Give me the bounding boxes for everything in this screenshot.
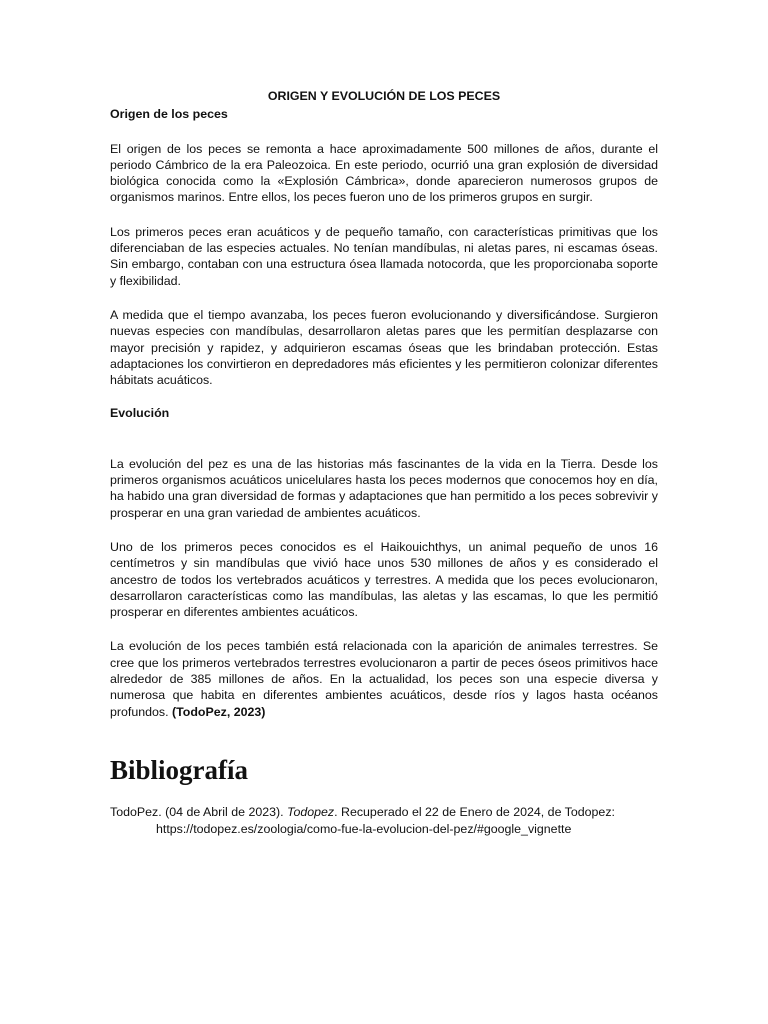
bibliography-prefix: TodoPez. (04 de Abril de 2023). [110, 805, 288, 819]
paragraph-origen-3: A medida que el tiempo avanzaba, los peces fueron evolucionando y diversificándose. Surgieron nuevas especies con mandíbulas, desarrollaron aletas pares que les permitían desplazarse con mayor precisión y rapidez, y adquirieron escamas óseas que les brindaban protección. Estas adaptaciones los convirtieron en depredadores más eficientes y les permitieron colonizar diferentes hábitats acuáticos. [110, 307, 658, 388]
document-title: ORIGEN Y EVOLUCIÓN DE LOS PECES [267, 89, 501, 103]
bibliography-suffix: . Recuperado el 22 de Enero de 2024, de Todopez: [334, 805, 615, 819]
section-heading-evolucion: Evolución [110, 406, 170, 421]
paragraph-evolucion-3 [110, 638, 658, 719]
paragraph-evolucion-3-text: La evolución de los peces también está relacionada con la aparición de animales terrestres. Se cree que los primeros vertebrados terrestres evolucionaron a partir de peces óseos primitivos hace alrededor de 385 millones de años. En la actualidad, los peces son una especie diversa y numerosa que habita en diferentes ambientes acuáticos, desde ríos y lagos hasta océanos profundos. [110, 639, 658, 719]
section-heading-origen: Origen de los peces [110, 107, 228, 122]
bibliography-entry [110, 804, 670, 838]
bibliography-entry-line-1 [110, 804, 670, 821]
paragraph-origen-2: Los primeros peces eran acuáticos y de pequeño tamaño, con características primitivas que los diferenciaban de las especies actuales. No tenían mandíbulas, ni aletas pares, ni escamas óseas. Sin embargo, contaban con una estructura ósea llamada notocorda, que les proporcionaba soporte y flexibilidad. [110, 224, 658, 288]
document-body [110, 88, 658, 720]
paragraph-origen-1: El origen de los peces se remonta a hace aproximadamente 500 millones de años, durante el periodo Cámbrico de la era Paleozoica. En este periodo, ocurrió una gran explosión de diversidad biológica conocida como la «Explosión Cámbrica», donde aparecieron numerosos grupos de organismos marinos. Entre ellos, los peces fueron uno de los primeros grupos en surgir. [110, 141, 658, 205]
paragraph-evolucion-1: La evolución del pez es una de las historias más fascinantes de la vida en la Tierra. Desde los primeros organismos acuáticos unicelulares hasta los peces modernos que conocemos hoy en día, ha habido una gran diversidad de formas y adaptaciones que han permitido a los peces sobrevivir y prosperar en una gran variedad de ambientes acuáticos. [110, 456, 658, 520]
bibliography-title: Todopez [287, 805, 335, 819]
inline-citation: (TodoPez, 2023) [172, 704, 266, 719]
bibliography-url: https://todopez.es/zoologia/como-fue-la-evolucion-del-pez/#google_vignette [156, 822, 572, 836]
bibliography-heading: Bibliografía [110, 755, 249, 785]
paragraph-evolucion-2: Uno de los primeros peces conocidos es el Haikouichthys, un animal pequeño de unos 16 centímetros y sin mandíbulas que vivió hace unos 530 millones de años y es considerado el ancestro de todos los vertebrados acuáticos y terrestres. A medida que los peces evolucionaron, desarrollaron características como las mandíbulas, las aletas y las escamas, lo que les permitió prosperar en diferentes ambientes acuáticos. [110, 539, 658, 620]
